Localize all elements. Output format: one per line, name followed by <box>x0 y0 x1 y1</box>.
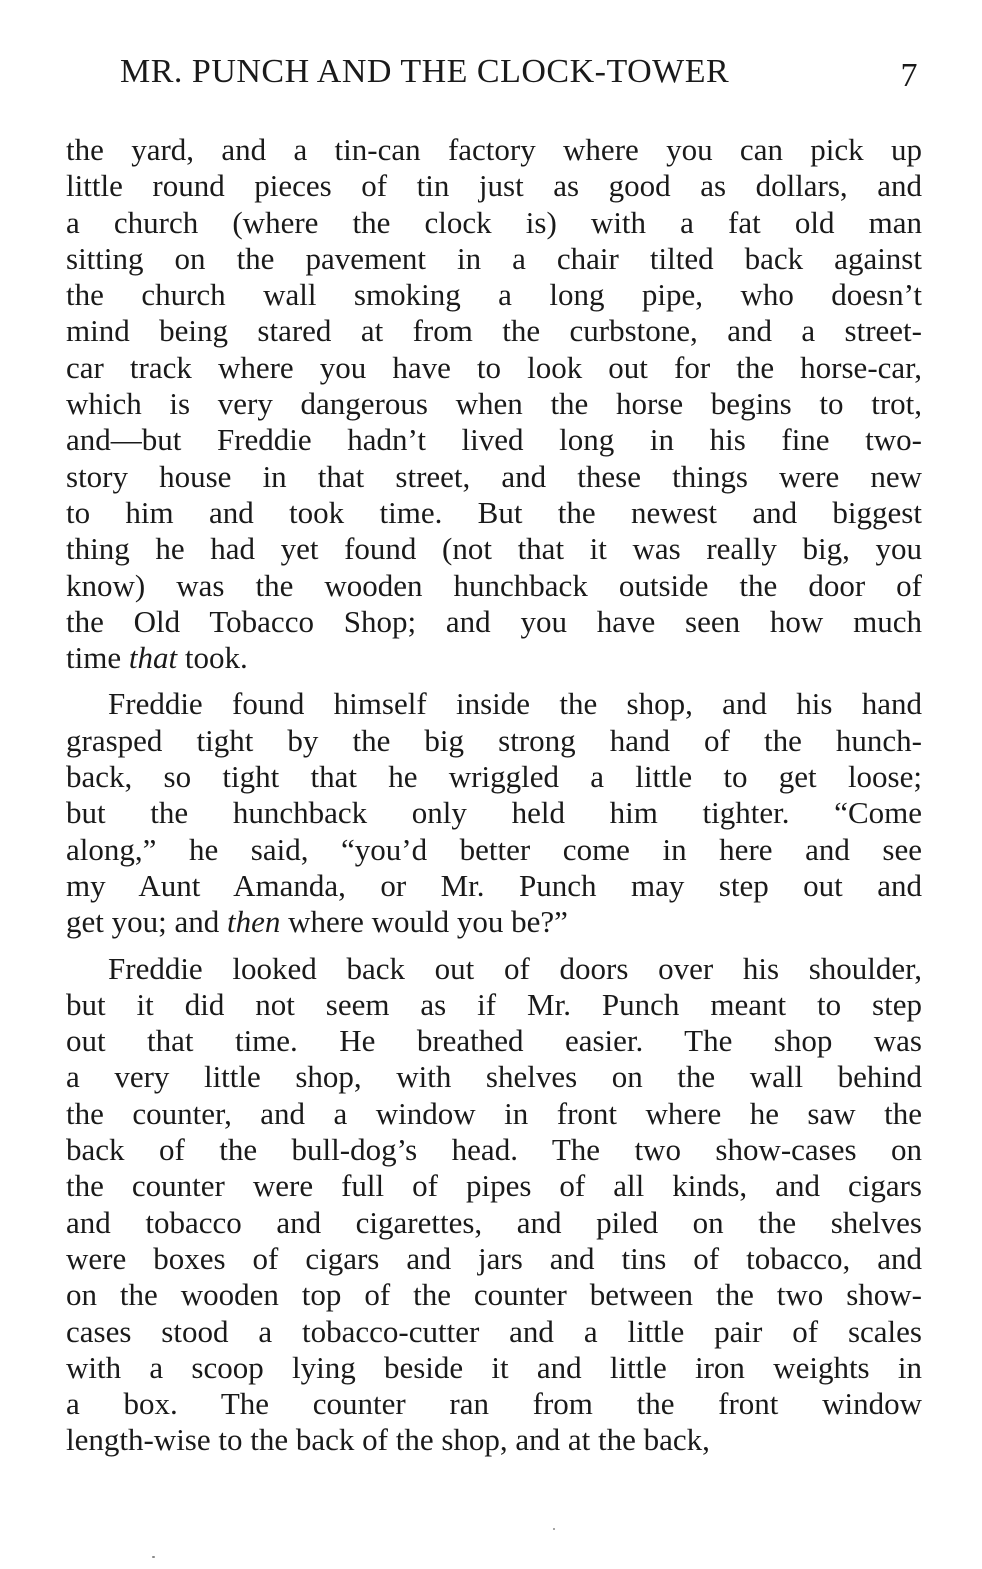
text-run: get you; and <box>66 904 227 940</box>
text-line: out that time. He breathed easier. The shop was <box>66 1023 922 1059</box>
text-run: where would you be?” <box>280 904 568 940</box>
text-line: car track where you have to look out for the horse-car, <box>66 349 922 385</box>
text-line: mind being stared at from the curbstone, and a street- <box>66 313 922 349</box>
text-line: Freddie looked back out of doors over his shoulder, <box>108 950 922 986</box>
text-run: time <box>66 640 129 676</box>
text-line: back of the bull-dog’s head. The two show-cases on <box>66 1132 922 1168</box>
paragraph <box>66 951 922 1459</box>
text-line: a box. The counter ran from the front window <box>66 1386 922 1422</box>
paragraph <box>66 686 922 940</box>
text-line: the counter were full of pipes of all kinds, and cigars <box>66 1168 922 1204</box>
italic-word: that <box>128 640 178 676</box>
text-line: to him and took time. But the newest and biggest <box>66 494 922 530</box>
text-line: a church (where the clock is) with a fat old man <box>66 204 922 240</box>
text-line: the yard, and a tin-can factory where you can pick up <box>66 132 922 167</box>
text-run: took. <box>177 640 248 676</box>
text-line: know) was the wooden hunchback outside the door of <box>66 567 922 603</box>
text-line: the church wall smoking a long pipe, who doesn’t <box>66 277 922 313</box>
text-line: Freddie found himself inside the shop, and his hand <box>108 686 922 722</box>
body-text <box>66 132 922 1459</box>
text-line: with a scoop lying beside it and little iron weights in <box>66 1349 922 1385</box>
paper-speck <box>152 1556 155 1558</box>
text-line: the Old Tobacco Shop; and you have seen how much <box>66 603 922 639</box>
text-line: story house in that street, and these things were new <box>66 458 922 494</box>
text-line: sitting on the pavement in a chair tilted back against <box>66 240 922 276</box>
running-title: MR. PUNCH AND THE CLOCK-TOWER <box>120 53 730 90</box>
text-line: on the wooden top of the counter between the two show- <box>66 1277 922 1313</box>
text-line: length-wise to the back of the shop, and at the back, <box>66 1422 710 1458</box>
text-line: a very little shop, with shelves on the wall behind <box>66 1059 922 1095</box>
text-line: and tobacco and cigarettes, and piled on the shelves <box>66 1204 922 1240</box>
text-line: which is very dangerous when the horse begins to trot, <box>66 386 922 422</box>
text-line: my Aunt Amanda, or Mr. Punch may step out and <box>66 867 922 903</box>
text-line <box>66 640 922 676</box>
paragraph <box>66 132 922 676</box>
text-line: and—but Freddie hadn’t lived long in his fine two- <box>66 422 922 458</box>
paper-speck <box>553 1528 555 1530</box>
text-line: thing he had yet found (not that it was really big, you <box>66 531 922 567</box>
text-line: cases stood a tobacco-cutter and a little pair of scales <box>66 1313 922 1349</box>
running-head <box>120 50 920 94</box>
text-line: back, so tight that he wriggled a little to get loose; <box>66 759 922 795</box>
text-line: grasped tight by the big strong hand of the hunch- <box>66 722 922 758</box>
text-line: but the hunchback only held him tighter. “Come <box>66 795 922 831</box>
text-line: little round pieces of tin just as good as dollars, and <box>66 168 922 204</box>
page-number: 7 <box>900 57 918 94</box>
text-line <box>66 904 922 940</box>
text-line: but it did not seem as if Mr. Punch meant to step <box>66 986 922 1022</box>
text-line: the counter, and a window in front where he saw the <box>66 1095 922 1131</box>
text-line: along,” he said, “you’d better come in here and see <box>66 831 922 867</box>
italic-word: then <box>227 904 281 940</box>
text-line: were boxes of cigars and jars and tins of tobacco, and <box>66 1240 922 1276</box>
